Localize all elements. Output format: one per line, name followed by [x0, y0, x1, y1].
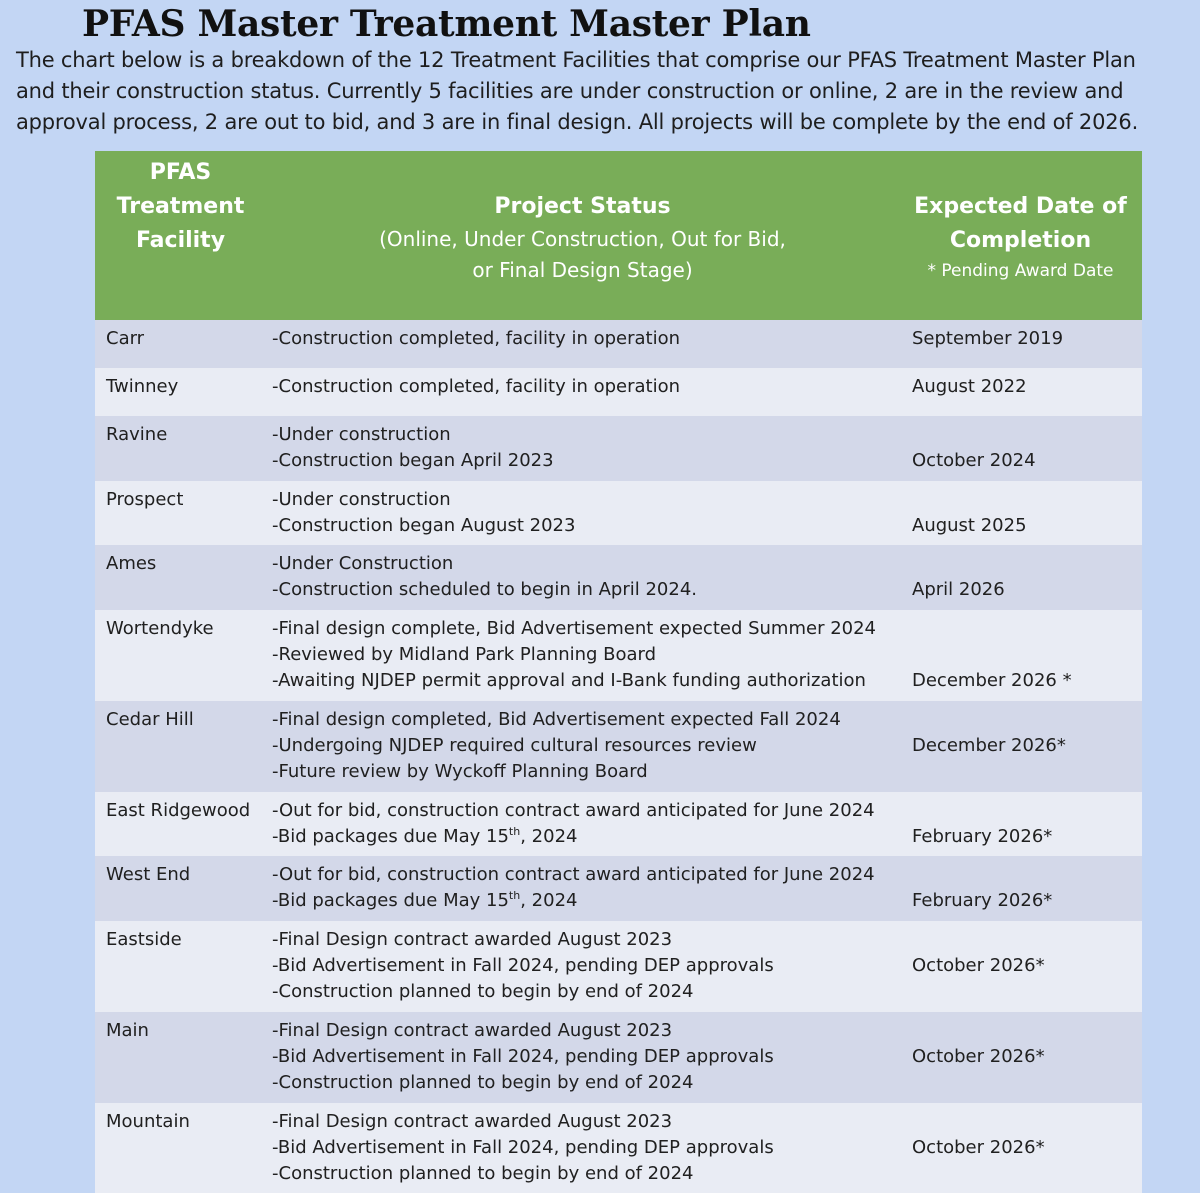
header-status-subtitle: (Online, Under Construction, Out for Bid, or Final Design Stage)	[379, 227, 786, 282]
facility-name: Main	[106, 1019, 149, 1041]
project-status	[266, 792, 899, 857]
facility-name: West End	[106, 864, 191, 886]
completion-date: October 2026*	[912, 1045, 1045, 1067]
table-row	[95, 610, 1142, 701]
status-line	[272, 826, 577, 847]
treatment-facilities-table	[95, 151, 1142, 1193]
table-row	[95, 792, 1142, 857]
facility-name: Eastside	[106, 928, 182, 950]
facility-name: Cedar Hill	[106, 708, 194, 730]
intro-paragraph: The chart below is a breakdown of the 12 Treatment Facilities that comprise our PFAS Treatment Master Plan and their construction status. Currently 5 facilities are under construction or online, 2 are in the review and approval process, 2 are out to bid, and 3 are in final design. All projects will be complete by the end of 2026.	[16, 48, 1139, 134]
table-row	[95, 416, 1142, 481]
completion-date: October 2026*	[912, 1136, 1045, 1158]
completion-date: April 2026	[912, 579, 1005, 601]
table-row	[95, 701, 1142, 792]
table-row	[95, 368, 1142, 416]
header-date	[899, 151, 1142, 320]
page-title: PFAS Master Treatment Master Plan	[82, 3, 811, 45]
project-status: -Construction completed, facility in operation	[272, 328, 681, 349]
project-status: -Under Construction -Construction scheduled to begin in April 2024.	[272, 553, 698, 601]
ordinal-suffix: th	[508, 889, 521, 903]
completion-date: October 2026*	[912, 955, 1045, 977]
status-text: , 2024	[520, 890, 578, 912]
header-status	[266, 151, 899, 320]
facility-name: Ravine	[106, 424, 168, 445]
status-line: -Out for bid, construction contract award anticipated for June 2024	[272, 799, 875, 821]
project-status: -Final design complete, Bid Advertisement expected Summer 2024 -Reviewed by Midland Park Planning Board -Awaiting NJDEP permit approval and I-Bank funding authorization	[272, 617, 877, 692]
header-date-note: * Pending Award Date	[927, 261, 1114, 281]
completion-date: December 2026 *	[912, 670, 1072, 692]
table-row	[95, 1012, 1142, 1103]
status-text: -Bid packages due May 15	[272, 825, 509, 847]
facility-name: East Ridgewood	[106, 799, 251, 821]
project-status: -Final Design contract awarded August 2023 -Bid Advertisement in Fall 2024, pending DEP approvals -Construction planned to begin by end of 2024	[272, 1019, 774, 1094]
ordinal-suffix: th	[508, 824, 521, 838]
table-row	[95, 1103, 1142, 1193]
facility-name: Wortendyke	[106, 617, 214, 639]
status-line	[272, 890, 577, 911]
completion-date: December 2026*	[912, 734, 1066, 756]
table-row	[95, 545, 1142, 610]
header-facility: PFAS Treatment Facility	[116, 160, 245, 253]
completion-date: August 2025	[912, 514, 1027, 536]
status-text: -Bid packages due May 15	[272, 890, 509, 912]
facility-name: Carr	[106, 328, 145, 349]
project-status	[266, 856, 899, 921]
table-row	[95, 921, 1142, 1012]
facility-name: Ames	[106, 553, 157, 575]
header-date-title: Expected Date of Completion	[914, 194, 1127, 253]
table-row	[95, 856, 1142, 921]
completion-date: February 2026*	[912, 890, 1053, 912]
facility-name: Twinney	[106, 376, 179, 397]
project-status: -Final design completed, Bid Advertisement expected Fall 2024 -Undergoing NJDEP required cultural resources review -Future review by Wyckoff Planning Board	[272, 708, 841, 783]
status-line: -Out for bid, construction contract award anticipated for June 2024	[272, 864, 875, 886]
table-row	[95, 320, 1142, 368]
project-status: -Under construction -Construction began August 2023	[272, 488, 576, 536]
completion-date: October 2024	[912, 450, 1036, 472]
header-status-title: Project Status	[494, 194, 671, 219]
table-header-row	[95, 151, 1142, 320]
project-status: -Under construction -Construction began April 2023	[272, 424, 554, 472]
project-status: -Final Design contract awarded August 2023 -Bid Advertisement in Fall 2024, pending DEP approvals -Construction planned to begin by end of 2024	[272, 928, 774, 1003]
facility-name: Prospect	[106, 488, 184, 510]
status-text: , 2024	[520, 825, 578, 847]
facility-name: Mountain	[106, 1110, 190, 1132]
completion-date: February 2026*	[912, 825, 1053, 847]
completion-date: September 2019	[912, 328, 1064, 349]
completion-date: August 2022	[912, 376, 1027, 397]
project-status: -Construction completed, facility in operation	[272, 376, 681, 397]
table-row	[95, 481, 1142, 546]
project-status: -Final Design contract awarded August 2023 -Bid Advertisement in Fall 2024, pending DEP approvals -Construction planned to begin by end of 2024	[272, 1110, 774, 1185]
